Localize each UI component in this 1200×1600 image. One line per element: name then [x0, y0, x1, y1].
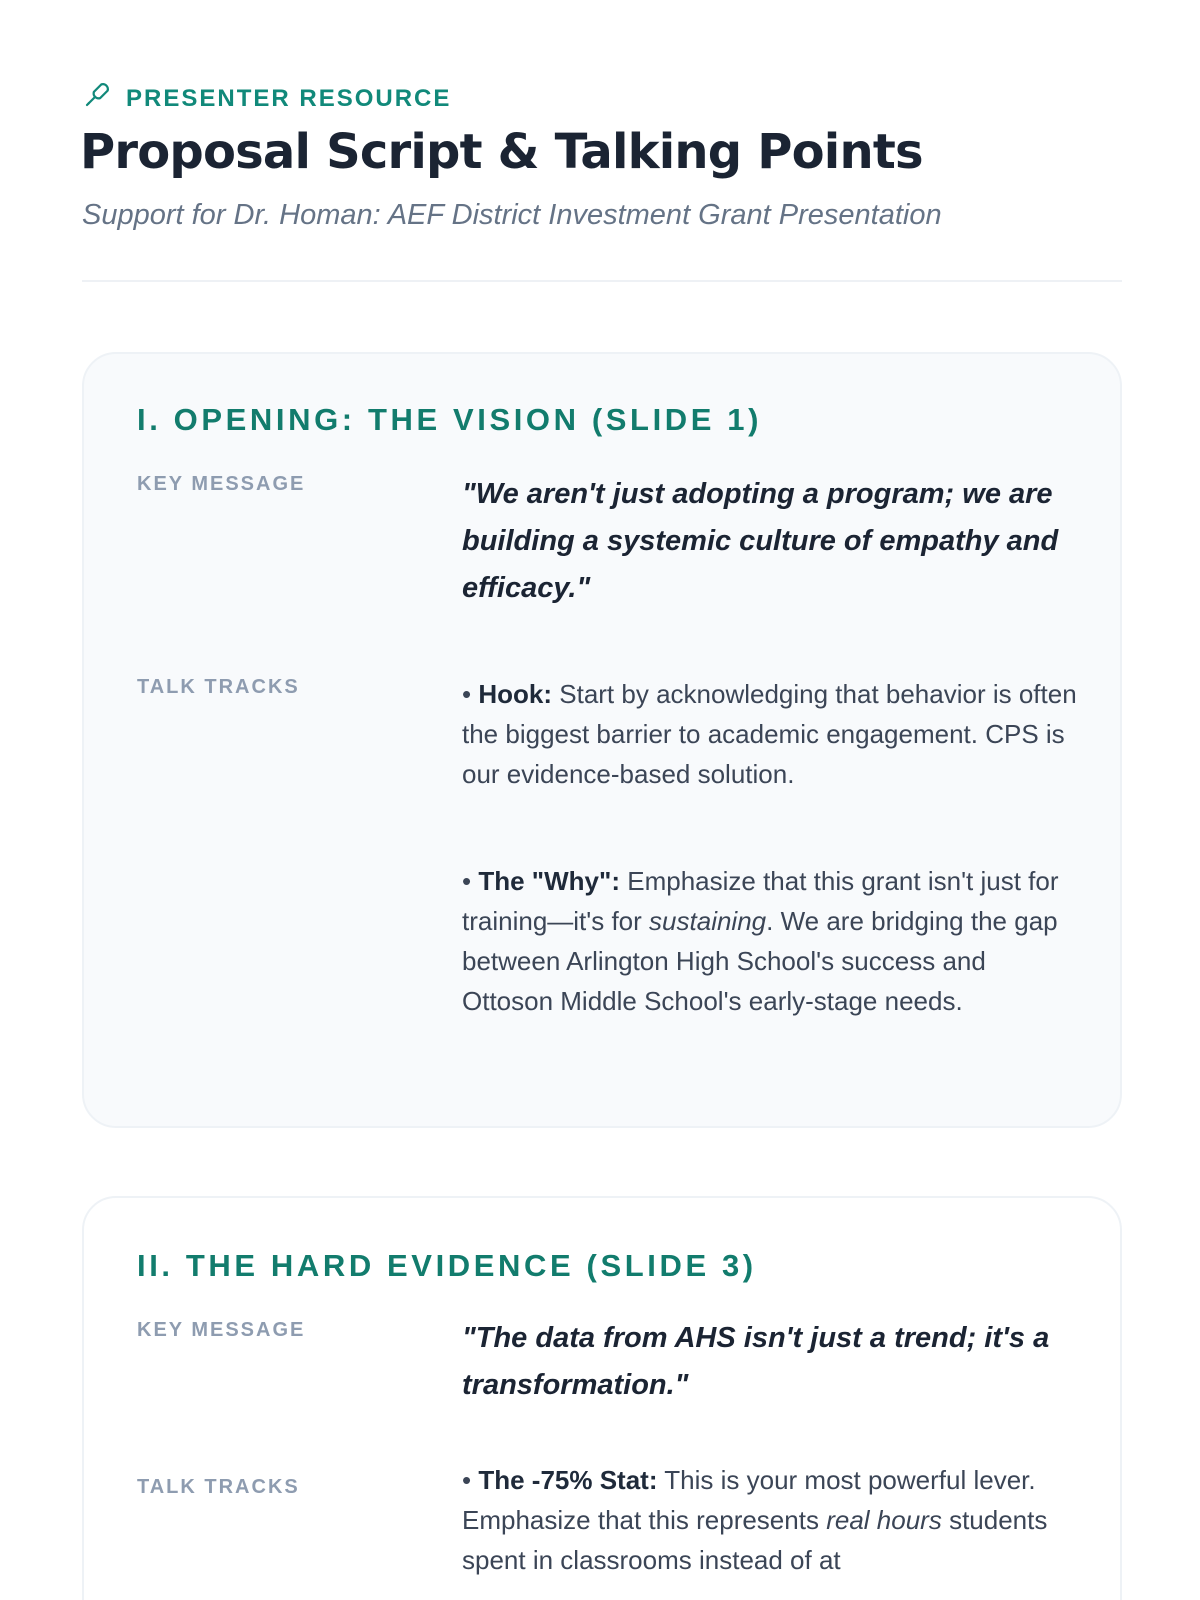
eyebrow-label: PRESENTER RESOURCE: [126, 84, 452, 112]
section-title: I. OPENING: THE VISION (SLIDE 1): [137, 402, 763, 437]
page-subtitle: Support for Dr. Homan: AEF District Investment Grant Presentation: [82, 199, 942, 231]
section-card-opening: [82, 352, 1122, 1128]
bullet: •: [462, 679, 472, 709]
header-divider: [82, 280, 1122, 282]
talk-track-text: Start by acknowledging that behavior is often the biggest barrier to academic engagement. CPS is our evidence-based solution.: [462, 679, 1077, 789]
key-message-label: KEY MESSAGE: [137, 1319, 306, 1341]
talk-track-item: [462, 861, 1082, 1021]
page-title: Proposal Script & Talking Points: [80, 124, 923, 180]
talk-track-emphasis: sustaining: [649, 906, 767, 936]
microphone-icon: [82, 80, 112, 117]
section-card-evidence: [82, 1196, 1122, 1600]
key-message-label: KEY MESSAGE: [137, 473, 306, 495]
talk-track-item: [462, 674, 1082, 794]
bullet: •: [462, 866, 472, 896]
talk-track-lead: The -75% Stat:: [478, 1465, 658, 1495]
talk-track-item: [462, 1460, 1082, 1580]
talk-track-text: . We are bridging the gap between Arlington High School's success and Ottoson Middle School's early-stage needs.: [462, 906, 1058, 1016]
key-message: "We aren't just adopting a program; we are building a systemic culture of empathy and efficacy.": [462, 478, 1059, 604]
talk-track-text: This is your most powerful lever. Emphasize that this represents: [462, 1465, 1036, 1535]
section-title: II. THE HARD EVIDENCE (SLIDE 3): [137, 1248, 757, 1283]
presenter-resource-eyebrow: [82, 80, 451, 117]
talk-track-lead: Hook:: [478, 679, 553, 709]
talk-track-lead: The "Why":: [478, 866, 620, 896]
talk-tracks-label: TALK TRACKS: [137, 676, 300, 698]
talk-tracks-label: TALK TRACKS: [137, 1476, 300, 1498]
talk-track-text: Emphasize that this grant isn't just for training—it's for: [462, 866, 1059, 936]
bullet: •: [462, 1465, 472, 1495]
talk-track-text: students spent in classrooms instead of at: [462, 1505, 1048, 1575]
key-message: "The data from AHS isn't just a trend; it's a transformation.": [462, 1322, 1050, 1401]
talk-track-emphasis: real hours: [826, 1505, 942, 1535]
